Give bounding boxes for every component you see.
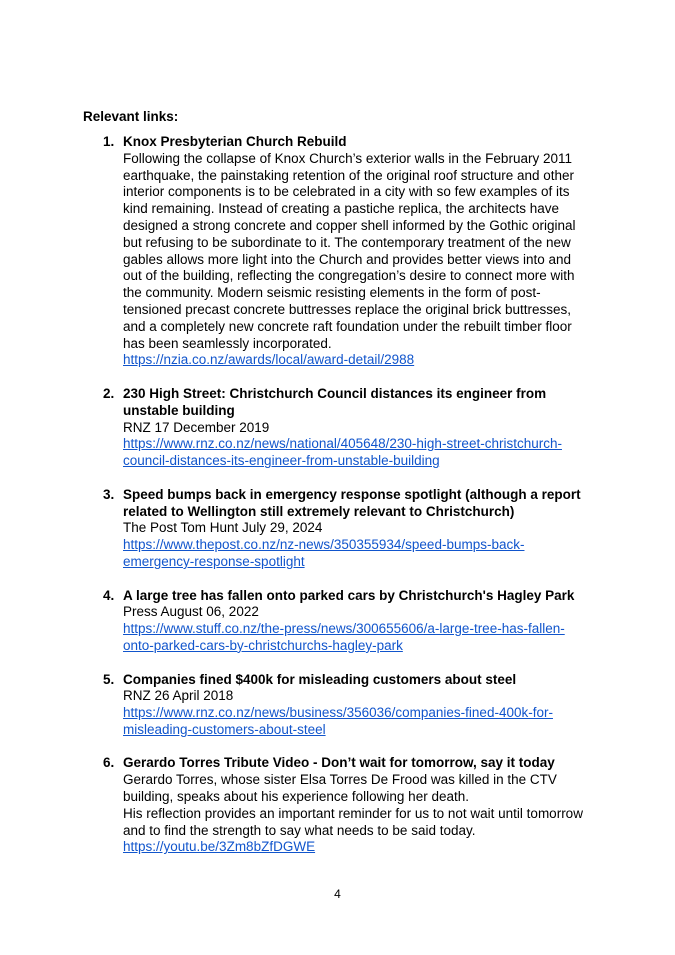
link-item (0, 386, 593, 470)
list-number: 2. (103, 385, 115, 401)
list-number: 4. (103, 587, 115, 603)
item-link[interactable]: https://youtu.be/3Zm8bZfDGWE (123, 839, 316, 855)
item-text: kind remaining. Instead of creating a pastiche replica, the architects have (123, 201, 559, 217)
item-title: related to Wellington still extremely relevant to Christchurch) (123, 503, 515, 519)
item-title: Speed bumps back in emergency response spotlight (although a report (123, 486, 581, 502)
item-title: unstable building (123, 402, 235, 418)
item-link[interactable]: https://www.rnz.co.nz/news/business/356036/companies-fined-400k-for- (123, 705, 553, 721)
item-text: but refusing to be subordinate to it. The contemporary treatment of the new (123, 234, 571, 250)
list-number: 6. (103, 755, 115, 771)
item-text: earthquake, the painstaking retention of the original roof structure and other (123, 167, 575, 183)
list-number: 1. (103, 134, 115, 149)
item-link[interactable]: onto-parked-cars-by-christchurchs-hagley-park (123, 637, 403, 653)
link-item (0, 487, 593, 571)
item-link[interactable]: council-distances-its-engineer-from-unstable-building (123, 453, 440, 469)
item-text: Gerardo Torres, whose sister Elsa Torres De Frood was killed in the CTV (123, 772, 557, 788)
item-link[interactable]: misleading-customers-about-steel (123, 721, 326, 737)
link-item (0, 134, 593, 369)
link-item (0, 672, 593, 739)
item-title: 230 High Street: Christchurch Council distances its engineer from (123, 385, 547, 401)
list-number: 3. (103, 486, 115, 502)
item-text: gables allows more light into the Church and provides better views into and (123, 251, 571, 267)
item-text: tensioned precast concrete buttresses replace the original brick buttresses, (123, 301, 571, 317)
item-text: Following the collapse of Knox Church’s exterior walls in the February 2011 (123, 150, 572, 166)
item-text: and to find the strength to say what needs to be said today. (123, 822, 476, 838)
link-item (0, 588, 593, 655)
item-link[interactable]: emergency-response-spotlight (123, 553, 305, 569)
page-number: 4 (334, 887, 341, 901)
item-title: Knox Presbyterian Church Rebuild (123, 134, 347, 149)
item-link[interactable]: https://nzia.co.nz/awards/local/award-detail/2988 (123, 352, 415, 368)
item-text: designed a strong concrete and copper shell informed by the Gothic original (123, 217, 576, 233)
item-text: the community. Modern seismic resisting elements in the form of post- (123, 285, 541, 301)
item-title: A large tree has fallen onto parked cars by Christchurch's Hagley Park (123, 587, 575, 603)
item-text: has been seamlessly incorporated. (123, 335, 332, 351)
item-text: and a completely new concrete raft foundation under the rebuilt timber floor (123, 318, 572, 334)
item-link[interactable]: https://www.stuff.co.nz/the-press/news/300655606/a-large-tree-has-fallen- (123, 621, 565, 637)
item-text: The Post Tom Hunt July 29, 2024 (123, 520, 323, 536)
item-text: building, speaks about his experience following her death. (123, 789, 469, 805)
link-item (0, 755, 593, 856)
item-text: His reflection provides an important reminder for us to not wait until tomorrow (123, 805, 583, 821)
relevant-links-heading: Relevant links: (83, 109, 179, 124)
relevant-links-list (0, 134, 675, 873)
item-link[interactable]: https://www.thepost.co.nz/nz-news/350355934/speed-bumps-back- (123, 537, 525, 553)
item-text: Press August 06, 2022 (123, 604, 259, 620)
item-text: interior components is to be celebrated in a city with so few examples of its (123, 184, 570, 200)
item-text: out of the building, reflecting the congregation’s desire to connect more with (123, 268, 575, 284)
item-title: Gerardo Torres Tribute Video - Don’t wait for tomorrow, say it today (123, 755, 555, 771)
item-link[interactable]: https://www.rnz.co.nz/news/national/405648/230-high-street-christchurch- (123, 436, 562, 452)
list-number: 5. (103, 671, 115, 687)
item-text: RNZ 26 April 2018 (123, 688, 234, 704)
item-title: Companies fined $400k for misleading customers about steel (123, 671, 517, 687)
item-text: RNZ 17 December 2019 (123, 419, 270, 435)
